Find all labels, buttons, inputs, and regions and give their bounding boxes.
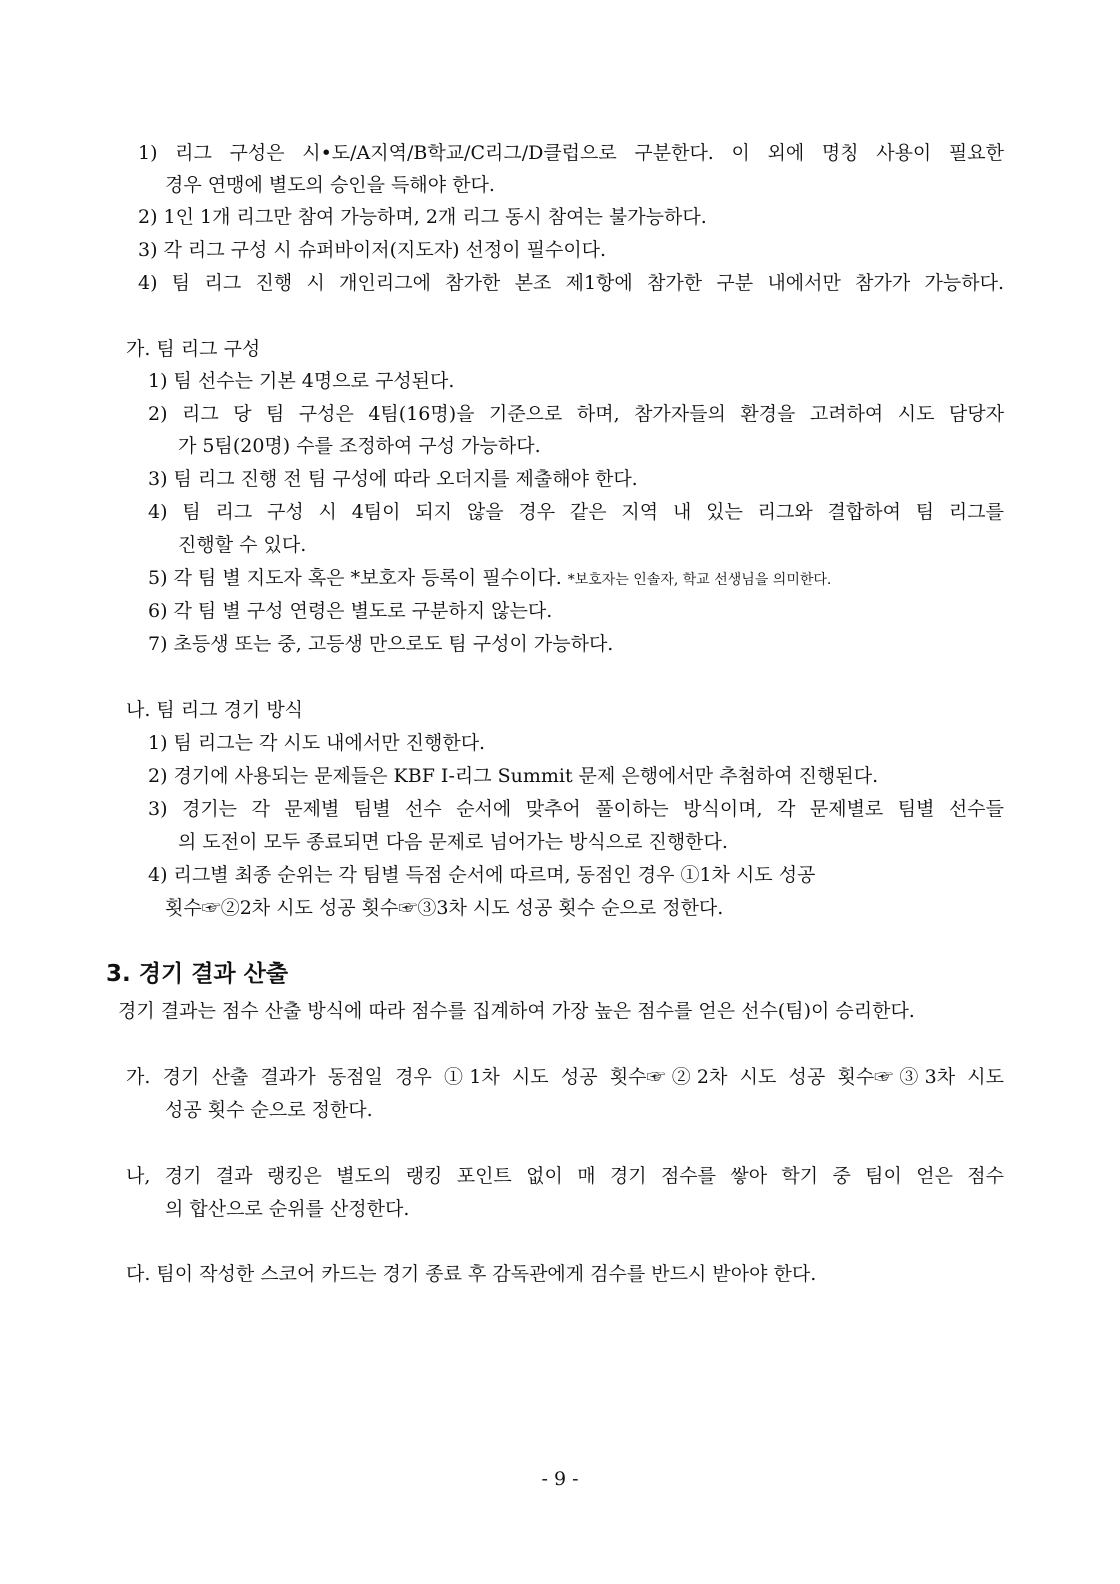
section-ga-item-2: 2) 리그 당 팀 구성은 4팀(16명)을 기준으로 하며, 참가자들의 환경을 고려하여 시도 담당자 bbox=[148, 403, 1004, 425]
section-na-item-4: 4) 리그별 최종 순위는 각 팀별 득점 순서에 따르며, 동점인 경우 ①1차 시도 성공 bbox=[148, 864, 816, 886]
rule-item-1-continued: 경우 연맹에 별도의 승인을 득해야 한다. bbox=[165, 174, 495, 196]
section-3-intro: 경기 결과는 점수 산출 방식에 따라 점수를 집계하여 가장 높은 점수를 얻은 선수(팀)이 승리한다. bbox=[118, 1000, 915, 1022]
section-ga-item-5 bbox=[148, 562, 831, 596]
section-na-item-4-continued: 횟수☞②2차 시도 성공 횟수☞③3차 시도 성공 횟수 순으로 정한다. bbox=[165, 897, 724, 919]
section-3-ga-continued: 성공 횟수 순으로 정한다. bbox=[165, 1099, 373, 1121]
section-na-item-2: 2) 경기에 사용되는 문제들은 KBF I-리그 Summit 문제 은행에서만 추첨하여 진행된다. bbox=[148, 765, 879, 787]
section-3-ga: 가. 경기 산출 결과가 동점일 경우 ①1차 시도 성공 횟수☞②2차 시도 성공 횟수☞③3차 시도 bbox=[126, 1066, 1004, 1088]
section-3-na-continued: 의 합산으로 순위를 산정한다. bbox=[165, 1198, 410, 1220]
page-number: - 9 - bbox=[541, 1468, 579, 1490]
section-na-item-3: 3) 경기는 각 문제별 팀별 선수 순서에 맞추어 풀이하는 방식이며, 각 문제별로 팀별 선수들 bbox=[148, 798, 1004, 820]
section-ga-item-7: 7) 초등생 또는 중, 고등생 만으로도 팀 구성이 가능하다. bbox=[148, 633, 614, 655]
section-ga-item-2-continued: 가 5팀(20명) 수를 조정하여 구성 가능하다. bbox=[178, 435, 541, 457]
rule-item-4: 4) 팀 리그 진행 시 개인리그에 참가한 본조 제1항에 참가한 구분 내에서만 참가가 가능하다. bbox=[138, 272, 1004, 294]
section-3-na: 나, 경기 결과 랭킹은 별도의 랭킹 포인트 없이 매 경기 점수를 쌓아 학기 중 팀이 얻은 점수 bbox=[126, 1165, 1004, 1187]
guardian-footnote: *보호자는 인솔자, 학교 선생님을 의미한다. bbox=[567, 572, 832, 588]
section-na-title: 나. 팀 리그 경기 방식 bbox=[126, 699, 304, 721]
section-ga-title: 가. 팀 리그 구성 bbox=[126, 338, 261, 360]
section-ga-item-1: 1) 팀 선수는 기본 4명으로 구성된다. bbox=[148, 370, 455, 392]
rule-item-1: 1) 리그 구성은 시•도/A지역/B학교/C리그/D클럽으로 구분한다. 이 외에 명칭 사용이 필요한 bbox=[138, 142, 1004, 164]
rule-item-2: 2) 1인 1개 리그만 참여 가능하며, 2개 리그 동시 참여는 불가능하다. bbox=[138, 206, 707, 228]
rule-item-3: 3) 각 리그 구성 시 슈퍼바이저(지도자) 선정이 필수이다. bbox=[138, 239, 607, 261]
section-ga-item-3: 3) 팀 리그 진행 전 팀 구성에 따라 오더지를 제출해야 한다. bbox=[148, 468, 638, 490]
section-ga-item-5-text: 5) 각 팀 별 지도자 혹은 *보호자 등록이 필수이다. bbox=[148, 567, 562, 589]
section-3-da: 다. 팀이 작성한 스코어 카드는 경기 종료 후 감독관에게 검수를 반드시 받아야 한다. bbox=[126, 1263, 817, 1285]
section-3-heading: 3. 경기 결과 산출 bbox=[106, 961, 289, 987]
section-ga-item-6: 6) 각 팀 별 구성 연령은 별도로 구분하지 않는다. bbox=[148, 600, 553, 622]
section-ga-item-4-continued: 진행할 수 있다. bbox=[178, 534, 307, 556]
section-na-item-3-continued: 의 도전이 모두 종료되면 다음 문제로 넘어가는 방식으로 진행한다. bbox=[178, 831, 728, 853]
section-ga-item-4: 4) 팀 리그 구성 시 4팀이 되지 않을 경우 같은 지역 내 있는 리그와 결합하여 팀 리그를 bbox=[148, 501, 1004, 523]
section-na-item-1: 1) 팀 리그는 각 시도 내에서만 진행한다. bbox=[148, 732, 486, 754]
